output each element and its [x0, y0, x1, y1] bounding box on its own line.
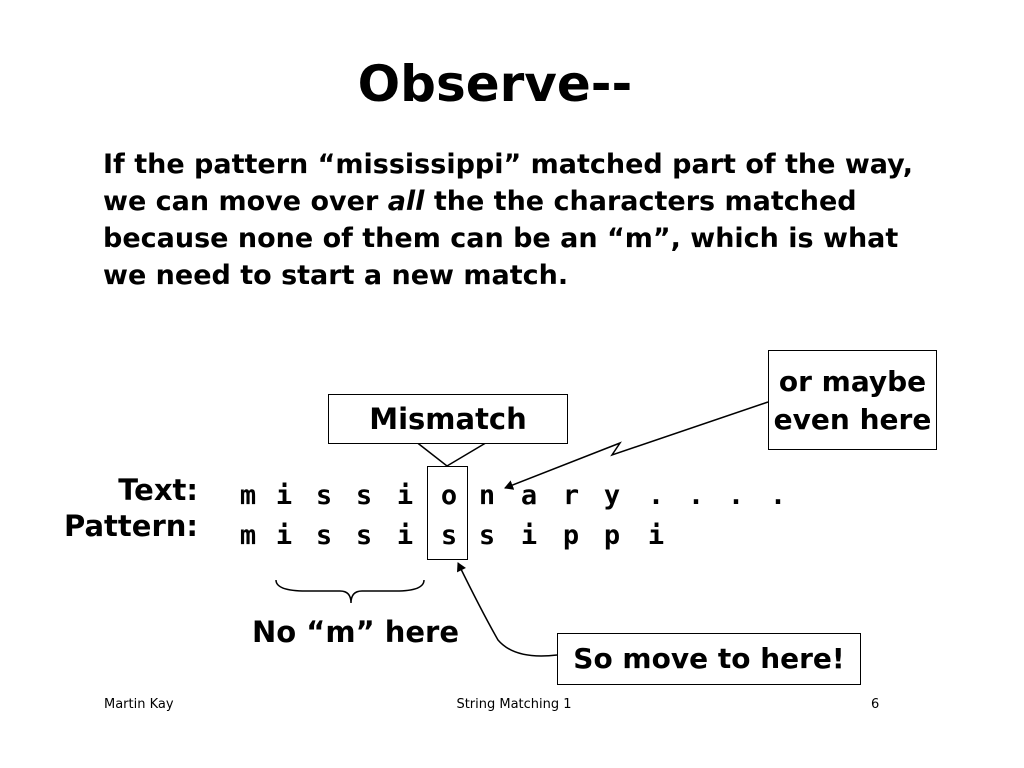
text-char: m — [239, 480, 257, 511]
mismatch-callout: Mismatch — [328, 394, 568, 444]
paragraph-lead: If the pattern “mississippi” matched part of the way, we can move over — [103, 149, 913, 217]
text-char-mismatch: o — [440, 480, 458, 511]
curly-brace — [276, 580, 424, 603]
maybe-callout-line1: or maybe — [778, 365, 927, 398]
pattern-char: p — [562, 520, 580, 551]
footer-author: Martin Kay — [104, 697, 174, 712]
pattern-char: i — [647, 520, 665, 551]
text-char: n — [478, 480, 496, 511]
footer-page-number: 6 — [871, 697, 880, 712]
text-char: s — [355, 480, 373, 511]
pattern-char: m — [239, 520, 257, 551]
slide-title: Observe-- — [357, 55, 633, 113]
pattern-char: s — [478, 520, 496, 551]
text-char: r — [562, 480, 580, 511]
text-char: . — [687, 480, 705, 511]
maybe-callout — [768, 350, 937, 450]
mismatch-callout-tail — [415, 441, 489, 466]
text-char: i — [396, 480, 414, 511]
pattern-char: s — [315, 520, 333, 551]
text-char: y — [603, 480, 621, 511]
text-char: . — [647, 480, 665, 511]
text-char: . — [727, 480, 745, 511]
maybe-callout-line2: even here — [773, 403, 932, 436]
pattern-char-mismatch: s — [440, 520, 458, 551]
move-callout: So move to here! — [557, 633, 861, 685]
pattern-char: s — [355, 520, 373, 551]
pattern-char: p — [603, 520, 621, 551]
pattern-char: i — [275, 520, 293, 551]
footer-course: String Matching 1 — [456, 697, 572, 712]
move-arrow — [458, 563, 557, 656]
brace-label: No “m” here — [252, 615, 460, 649]
text-char: a — [520, 480, 538, 511]
paragraph-tail: the the characters matched because none of them can be an “m”, which is what we need to start a new match. — [103, 186, 899, 291]
pattern-row-label: Pattern: — [64, 509, 198, 543]
paragraph-emphasis: all — [387, 186, 425, 217]
pattern-char: i — [520, 520, 538, 551]
text-char: s — [315, 480, 333, 511]
pattern-char: i — [396, 520, 414, 551]
text-char: . — [769, 480, 787, 511]
text-char: i — [275, 480, 293, 511]
text-row-label: Text: — [118, 473, 198, 507]
